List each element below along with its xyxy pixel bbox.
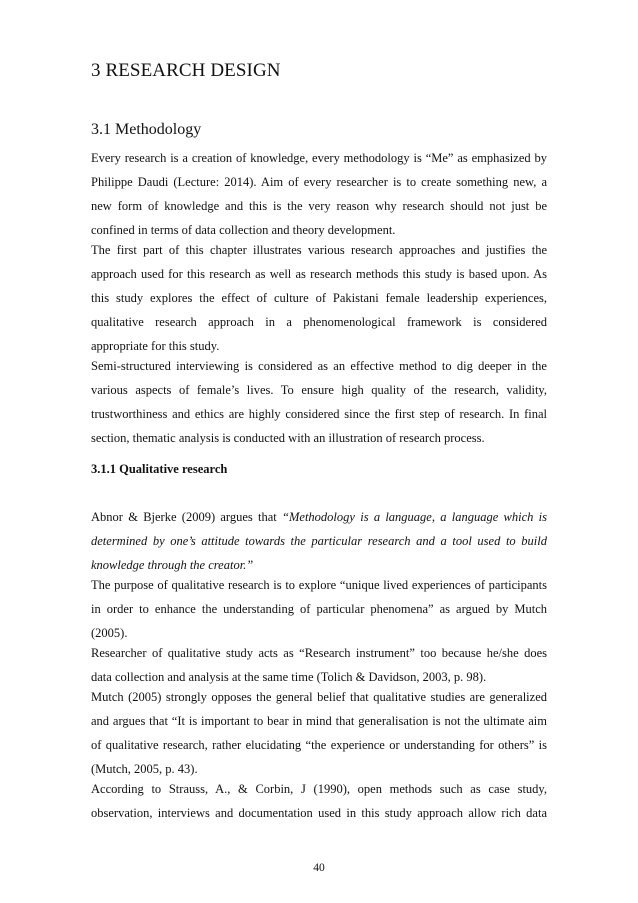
paragraph-line: and argues that “It is important to bear in mind that generalisation is not the ultimate aim (91, 714, 547, 728)
paragraph-line: (2005). (91, 626, 128, 640)
quote-line: knowledge through the creator.” (91, 558, 254, 572)
quote-line (91, 509, 547, 525)
paragraph-line: section, thematic analysis is conducted with an illustration of research process. (91, 431, 485, 445)
subsection-title: 3.1.1 Qualitative research (91, 462, 228, 476)
quote-line: determined by one’s attitude towards the particular research and a tool used to build (91, 534, 547, 548)
paragraph-line: Every research is a creation of knowledge, every methodology is “Me” as emphasized by (91, 151, 547, 165)
paragraph-line: According to Strauss, A., & Corbin, J (1990), open methods such as case study, (91, 782, 547, 796)
paragraph-line: appropriate for this study. (91, 339, 220, 353)
page-number: 40 (313, 862, 325, 874)
paragraph-line: approach used for this research as well as research methods this study is based upon. As (91, 267, 547, 281)
paragraph-line: Philippe Daudi (Lecture: 2014). Aim of every researcher is to create something new, a (91, 175, 547, 189)
paragraph-line: Mutch (2005) strongly opposes the general belief that qualitative studies are generalized (91, 690, 547, 704)
paragraph-line: various aspects of female’s lives. To ensure high quality of the research, validity, (91, 383, 547, 397)
paragraph-line: data collection and analysis at the same time (Tolich & Davidson, 2003, p. 98). (91, 670, 487, 684)
quote-text: “Methodology is a language, a language which is (282, 510, 548, 524)
chapter-title: 3 RESEARCH DESIGN (91, 60, 281, 81)
quote-prefix: Abnor & Bjerke (2009) argues that (91, 510, 283, 524)
paragraph-line: confined in terms of data collection and theory development. (91, 223, 396, 237)
paragraph-line: The purpose of qualitative research is to explore “unique lived experiences of participants (91, 578, 547, 592)
paragraph-line: trustworthiness and ethics are highly considered since the first step of research. In final (91, 407, 547, 421)
section-title: 3.1 Methodology (91, 121, 202, 138)
paragraph-line: Semi-structured interviewing is considered as an effective method to dig deeper in the (91, 359, 547, 373)
paragraph-line: qualitative research approach in a phenomenological framework is considered (91, 315, 547, 329)
paragraph-line: observation, interviews and documentation used in this study approach allow rich data (91, 806, 547, 820)
paragraph-line: this study explores the effect of culture of Pakistani female leadership experiences, (91, 291, 547, 305)
paragraph-line: (Mutch, 2005, p. 43). (91, 762, 198, 776)
paragraph-line: The first part of this chapter illustrates various research approaches and justifies the (91, 243, 547, 257)
paragraph-line: new form of knowledge and this is the very reason why research should not just be (91, 199, 547, 213)
paragraph-line: in order to enhance the understanding of particular phenomena” as argued by Mutch (91, 602, 547, 616)
paragraph-line: of qualitative research, rather elucidating “the experience or understanding for others” is (91, 738, 547, 752)
paragraph-line: Researcher of qualitative study acts as “Research instrument” too because he/she does (91, 646, 547, 660)
